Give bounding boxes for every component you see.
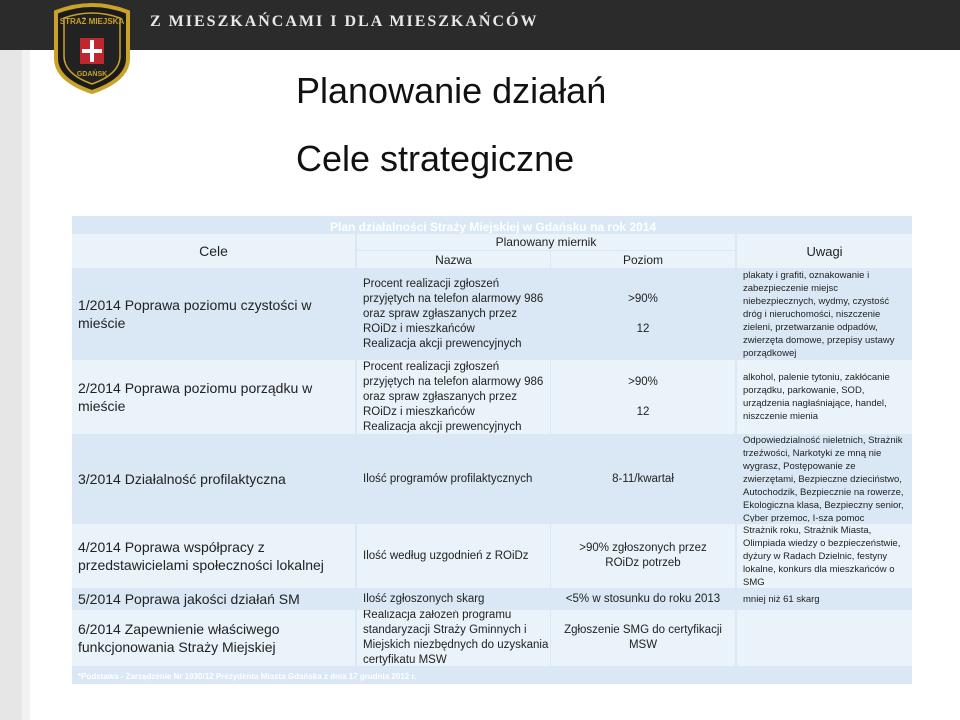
row1-cel: 1/2014 Poprawa poziomu czystości w mieście bbox=[72, 270, 355, 358]
page-title: Planowanie działań bbox=[296, 70, 607, 111]
row3-cel: 3/2014 Działalność profilaktyczna bbox=[72, 436, 355, 522]
row1-nazwa: Procent realizacji zgłoszeń przyjętych na telefon alarmowy 986 oraz spraw zgłaszanych przez ROiDz i mieszkańców Realizacja akcji prewencyjnych bbox=[357, 270, 550, 358]
row5-cel: 5/2014 Poprawa jakości działań SM bbox=[72, 590, 355, 608]
header-poziom: Poziom bbox=[551, 251, 735, 268]
row3-poziom: 8-11/kwartał bbox=[551, 436, 735, 522]
row1-uwagi: plakaty i grafiti, oznakowanie i zabezpieczenie miejsc niebezpiecznych, wydmy, czystość dróg i nieruchomości, niszczenie zieleni, przetwarzanie odpadów, zwierzęta domowe, przepisy ustawy porządkowej bbox=[737, 270, 912, 358]
row3-uwagi: Odpowiedzialność nieletnich, Strażnik trzeźwości, Narkotyki ze mną nie wygrasz, Postępowanie ze zwierzętami, Bezpieczne dzieciństwo, Autochodzik, Bezpiecznie na rowerze, Ekologiczna klasa, Bezpieczny senior, Cyber przemoc, I-sza pomoc bbox=[737, 436, 912, 522]
row1-poziom: >90% 12 bbox=[551, 270, 735, 358]
row2-uwagi: alkohol, palenie tytoniu, zakłócanie porządku, parkowanie, SOD, urządzenia nagłaśniające, handel, niszczenie mienia bbox=[737, 360, 912, 434]
row2-poziom: >90% 12 bbox=[551, 360, 735, 434]
header-bar bbox=[0, 0, 960, 50]
row6-poziom: Zgłoszenie SMG do certyfikacji MSW bbox=[551, 610, 735, 666]
header-nazwa: Nazwa bbox=[357, 251, 550, 268]
badge-top-text: STRAŻ MIEJSKA bbox=[59, 17, 125, 26]
table-caption: Plan działalności Straży Miejskiej w Gdańsku na rok 2014 bbox=[330, 220, 657, 234]
row2-nazwa: Procent realizacji zgłoszeń przyjętych na telefon alarmowy 986 oraz spraw zgłaszanych przez ROiDz i mieszkańców Realizacja akcji prewencyjnych bbox=[357, 360, 550, 434]
row3-nazwa: Ilość programów profilaktycznych bbox=[357, 436, 550, 522]
row6-uwagi bbox=[737, 610, 912, 666]
header-planowany-miernik: Planowany miernik bbox=[357, 234, 735, 250]
badge-bottom-text: GDAŃSK bbox=[76, 71, 108, 78]
header-slogan: Z MIESZKAŃCAMI I DLA MIESZKAŃCÓW bbox=[150, 13, 539, 30]
row5-nazwa: Ilość zgłoszonych skarg bbox=[357, 590, 550, 608]
row4-cel: 4/2014 Poprawa współpracy z przedstawicielami społeczności lokalnej bbox=[72, 524, 355, 588]
left-decor-stripe-inner bbox=[22, 50, 30, 720]
row5-poziom: <5% w stosunku do roku 2013 bbox=[551, 590, 735, 608]
row5-uwagi: mniej niż 61 skarg bbox=[737, 590, 912, 608]
row4-nazwa: Ilość według uzgodnień z ROiDz bbox=[357, 524, 550, 588]
city-guard-badge-icon bbox=[50, 2, 134, 94]
left-decor-stripe bbox=[0, 50, 22, 720]
header-cele: Cele bbox=[72, 234, 355, 268]
row2-cel: 2/2014 Poprawa poziomu porządku w mieście bbox=[72, 360, 355, 434]
page-subtitle: Cele strategiczne bbox=[296, 138, 575, 179]
header-uwagi: Uwagi bbox=[737, 234, 912, 268]
row4-poziom: >90% zgłoszonych przez ROiDz potrzeb bbox=[551, 524, 735, 588]
row4-uwagi: Strażnik roku, Strażnik Miasta, Olimpiada wiedzy o bezpieczeństwie, dyżury w Radach Dzielnic, festyny lokalne, konkurs dla mieszkańców o SMG bbox=[737, 524, 912, 588]
row6-nazwa: Realizacja założeń programu standaryzacji Straży Gminnych i Miejskich niezbędnych do uzyskania certyfikatu MSW bbox=[357, 610, 550, 666]
table-footnote: *Podstawa - Zarządzenie Nr 1930/12 Prezydenta Miasta Gdańska z dnia 17 grudnia 2012 r. bbox=[78, 672, 417, 681]
row6-cel: 6/2014 Zapewnienie właściwego funkcjonowania Straży Miejskiej bbox=[72, 610, 355, 666]
